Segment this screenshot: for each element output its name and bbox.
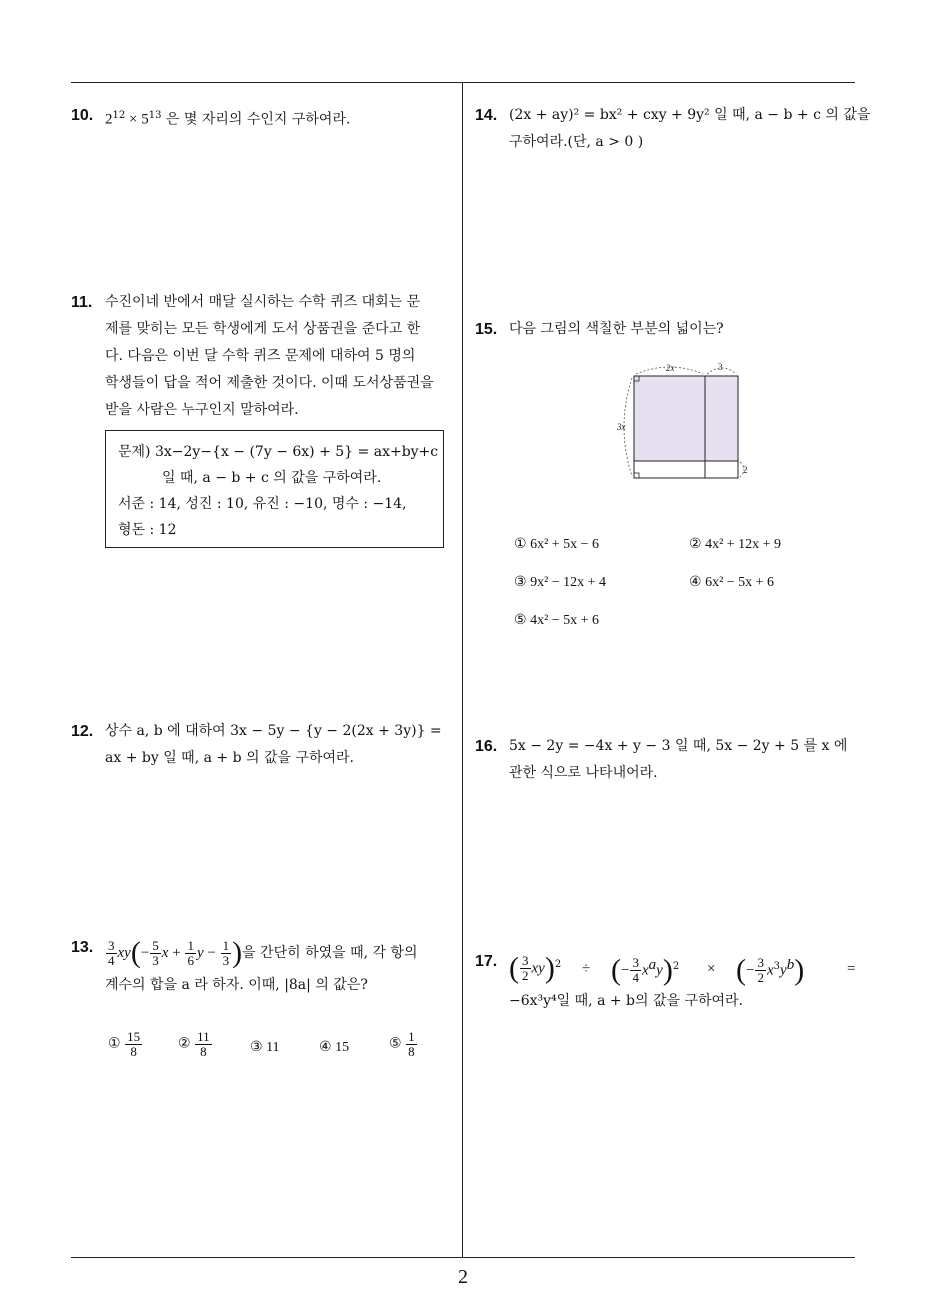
choice-4[interactable]: ④ 6x² − 5x + 6	[689, 575, 775, 590]
choice-5[interactable]: ⑤ 4x² − 5x + 6	[514, 613, 600, 628]
choice-2[interactable]: ② 4x² + 12x + 9	[689, 537, 782, 552]
question-15	[475, 316, 860, 343]
question-12	[71, 718, 456, 772]
question-number: 15.	[475, 321, 498, 338]
choice-4[interactable]: ④ 15	[319, 1040, 350, 1055]
question-number: 12.	[71, 723, 94, 740]
label-2: 2	[743, 465, 748, 475]
question-number: 14.	[475, 107, 498, 124]
question-16	[475, 733, 860, 787]
question-text: 수진이네 반에서 매달 실시하는 수학 퀴즈 대회는 문 제를 맞히는 모든 학생에게 도서 상품권을 준다고 한 다. 다음은 이번 달 수학 퀴즈 문제에 대하여 5 명의 학생들이 답을 적어 제출한 것이다. 이때 도서상품권을 받을 사람은 누구인지 말하여라.	[105, 294, 434, 418]
choice-3[interactable]: ③ 9x² − 12x + 4	[514, 575, 607, 590]
question-text: $\frac{3}{4}$ xy(− $\frac{5}{3}$ x + $\frac{1}{6}$ y − $\frac{1}{3}$ )을 간단히 하였을 때, 각 항의	[108, 936, 418, 969]
question-text: 5x − 2y = −4x + y − 3 일 때, 5x − 2y + 5 를 x 에 관한 식으로 나타내어라.	[509, 738, 848, 781]
answer-box: 문제) 3x−2y−{x − (7y − 6x) + 5} = ax+by+c 일 때, a − b + c 의 값을 구하여라. 서준 : 14, 성진 : 10, 유진 : −10, 명수 : −14, 형돈 : 12	[105, 430, 444, 548]
choice-1[interactable]: ① 6x² + 5x − 6	[514, 537, 600, 552]
question-10	[71, 102, 456, 134]
choice-3[interactable]: ③ 11	[250, 1040, 280, 1055]
question-number: 11.	[71, 294, 93, 311]
question-text: (2x + ay)² = bx² + cxy + 9y² 일 때, a − b + c 의 값을 구하여라.(단, a > 0 )	[509, 107, 871, 150]
area-figure	[610, 358, 760, 488]
question-text: 상수 a, b 에 대하여 3x − 5y − {y − 2(2x + 3y)} = ax + by 일 때, a + b 의 값을 구하여라.	[105, 723, 442, 766]
page-number: 2	[458, 1266, 468, 1288]
question-11	[71, 289, 456, 424]
choice-1[interactable]: ① $\frac{15}{8}$	[108, 1029, 141, 1059]
question-13: 13. $\frac{3}{4}$ xy(− $\frac{5}{3}$ x + $\frac{1}{6}$ y − $\frac{1}{3}$ )을 간단히 하였을 때, 각 항의 계수의 합을 a 라 하자. 이때, |8a| 의 값은?	[71, 936, 456, 999]
question-17: 17. ( $\frac{3}{2}$ xy)$^2$ ÷ (− $\frac{3}{4}$ $x^ay)^2$ × (− $\frac{3}{2}$ $x^3y^b$) = −6x³y⁴일 때, a + b의 값을 구하여라.	[475, 948, 860, 1015]
question-number: 17.	[475, 953, 498, 970]
question-number: 13.	[71, 939, 94, 956]
question-text: 다음 그림의 색칠한 부분의 넓이는?	[509, 321, 724, 337]
choice-5[interactable]: ⑤ $\frac{1}{8}$	[389, 1029, 415, 1059]
question-number: 16.	[475, 738, 498, 755]
top-rule	[71, 82, 855, 83]
question-14	[475, 102, 871, 156]
bottom-rule	[71, 1257, 855, 1258]
choice-2[interactable]: ② $\frac{11}{8}$	[178, 1029, 210, 1059]
label-2x: 2x	[666, 363, 675, 373]
question-text: ( $\frac{3}{2}$ xy)$^2$ ÷ (− $\frac{3}{4}$ $x^ay)^2$ × (− $\frac{3}{2}$ $x^3y^b$) =	[509, 951, 856, 987]
question-number: 10.	[71, 107, 94, 124]
label-3x: 3x	[617, 422, 626, 432]
label-3: 3	[718, 362, 723, 372]
question-text: $2^{12} \times 5^{13}$ 은 몇 자리의 수인지 구하여라.	[105, 110, 351, 128]
column-divider	[462, 82, 463, 1257]
